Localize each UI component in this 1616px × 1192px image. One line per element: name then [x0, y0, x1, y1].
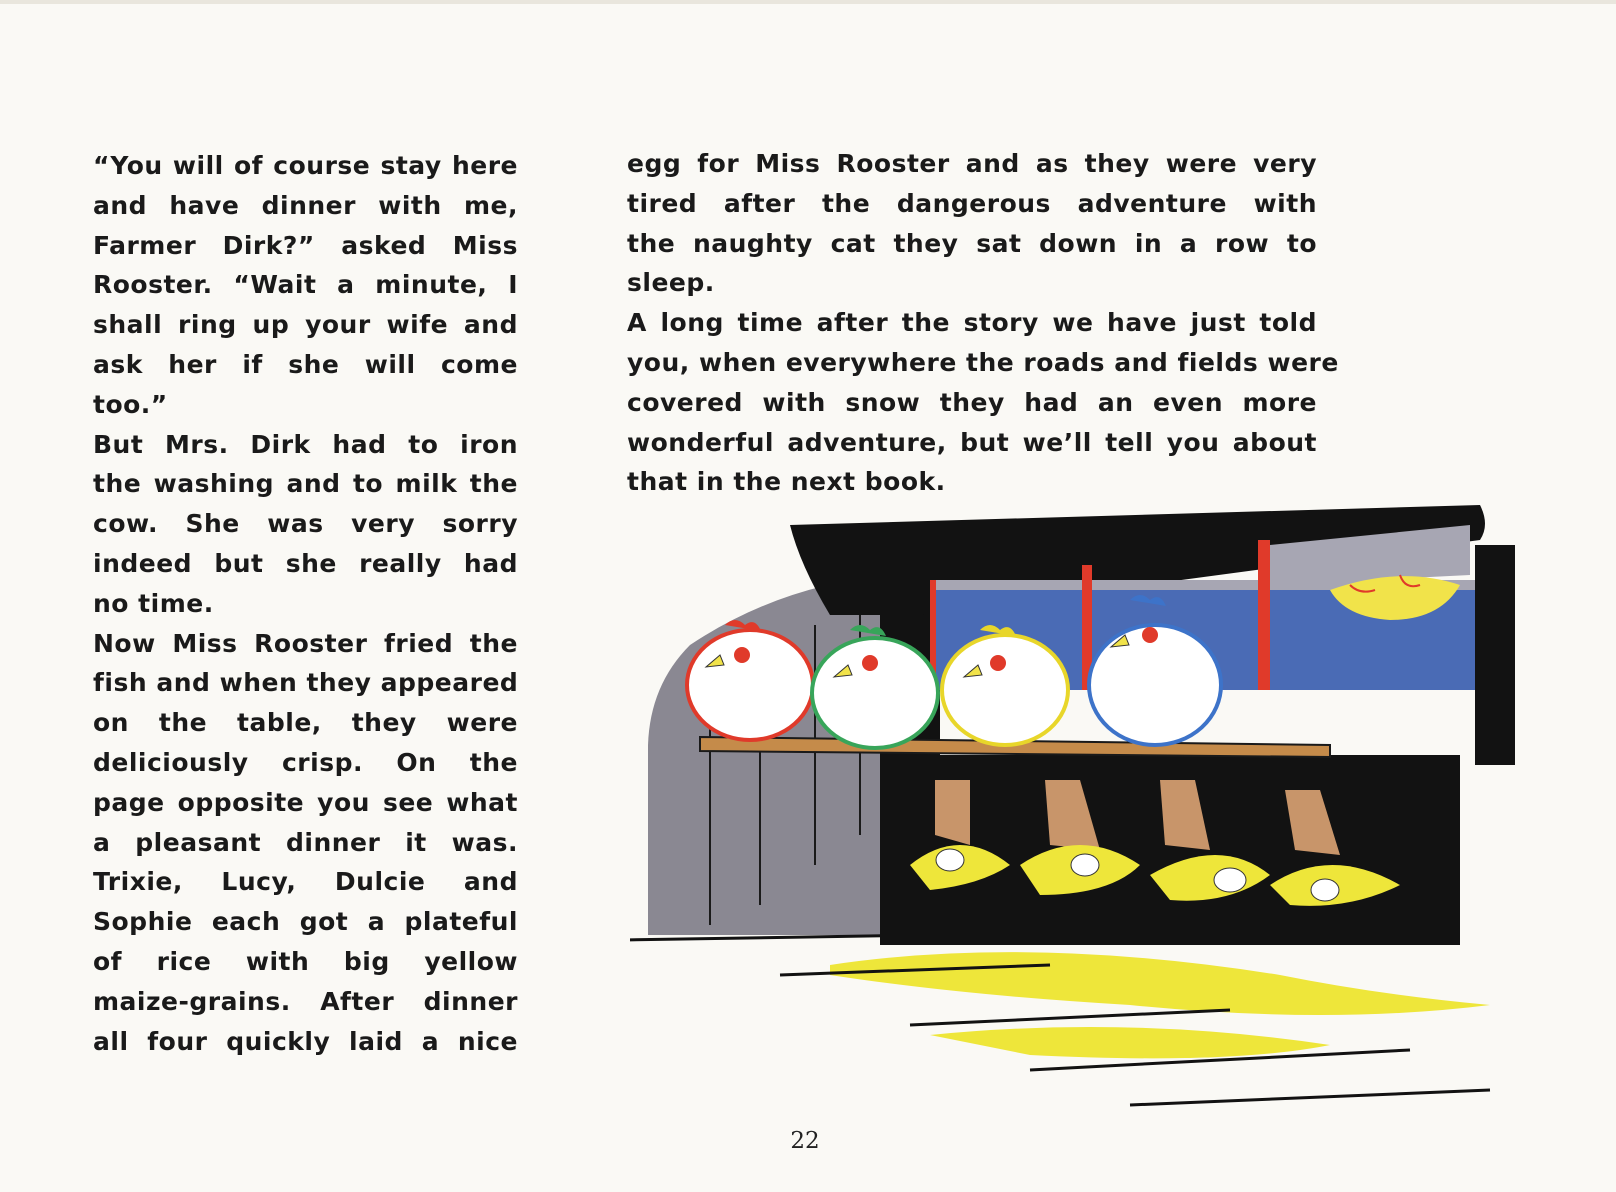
text-line: and have dinner with me,	[93, 190, 518, 220]
text-line: maize-grains. After dinner	[93, 986, 518, 1016]
text-line: wonderful adventure, but we’ll tell you about	[627, 427, 1317, 457]
text-line: Farmer Dirk?” asked Miss	[93, 230, 518, 260]
text-line: the naughty cat they sat down in a row to	[627, 228, 1317, 258]
text-line: egg for Miss Rooster and as they were very	[627, 149, 1317, 178]
text-line: But Mrs. Dirk had to iron	[93, 429, 518, 459]
left-text-column	[93, 146, 518, 1061]
text-line: you, when everywhere the roads and fields were	[627, 347, 1339, 377]
text-line: indeed but she really had	[93, 548, 518, 578]
text-line: Rooster. “Wait a minute, I	[93, 270, 518, 300]
text-line: deliciously crisp. On the	[93, 747, 518, 777]
henhouse-illustration	[630, 505, 1560, 1125]
text-line: Trixie, Lucy, Dulcie and	[93, 867, 518, 897]
text-line: no time.	[93, 588, 214, 618]
text-line: that in the next book.	[627, 467, 946, 497]
text-line: all four quickly laid a nice	[93, 1026, 518, 1056]
text-line: ask her if she will come	[93, 349, 518, 379]
text-line: page opposite you see what	[93, 787, 518, 817]
text-line: shall ring up your wife and	[93, 310, 518, 340]
text-line: too.”	[93, 389, 168, 419]
text-line: fish and when they appeared	[93, 668, 519, 698]
text-line: “You will of course stay here	[93, 151, 518, 180]
text-line: tired after the dangerous adventure with	[627, 188, 1317, 218]
right-text-column	[627, 144, 1339, 502]
text-line: the washing and to milk the	[93, 469, 518, 499]
text-line: Sophie each got a plateful	[93, 907, 518, 937]
text-line: covered with snow they had an even more	[627, 387, 1317, 417]
window-frame-right	[1475, 545, 1515, 765]
page-number: 22	[790, 1128, 820, 1154]
text-line: on the table, they were	[93, 708, 518, 738]
text-line: a pleasant dinner it was.	[93, 827, 518, 857]
text-line: Now Miss Rooster fried the	[93, 628, 518, 658]
text-line: sleep.	[627, 268, 715, 298]
text-line: A long time after the story we have just told	[627, 308, 1317, 338]
text-line: cow. She was very sorry	[93, 509, 518, 539]
page-top-edge	[0, 0, 1616, 4]
text-line: of rice with big yellow	[93, 946, 518, 976]
